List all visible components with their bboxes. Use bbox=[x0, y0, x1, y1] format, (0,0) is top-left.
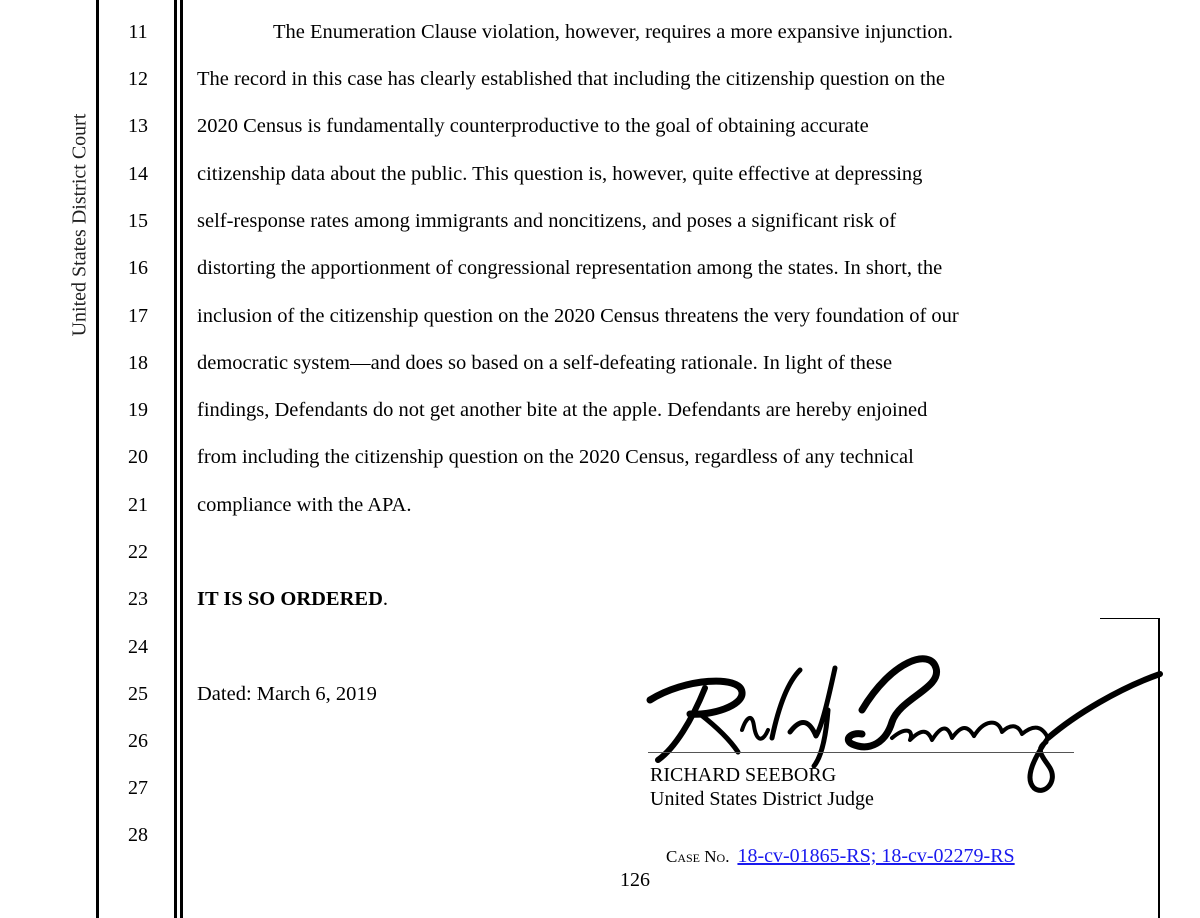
signature-frame-top bbox=[1100, 618, 1160, 619]
line-numbers bbox=[110, 0, 166, 918]
line-number: 26 bbox=[128, 730, 148, 752]
pleading-rule-inner bbox=[180, 0, 183, 918]
line-number: 14 bbox=[128, 163, 148, 185]
line-number: 16 bbox=[128, 257, 148, 279]
body-text-line: citizenship data about the public. This question is, however, quite effective at depressing bbox=[197, 163, 923, 185]
line-number: 21 bbox=[128, 494, 148, 516]
line-number: 28 bbox=[128, 824, 148, 846]
case-number-footer bbox=[666, 844, 1015, 869]
pleading-rule-outer bbox=[174, 0, 177, 918]
body-text-line: The record in this case has clearly established that including the citizenship question on the bbox=[197, 68, 946, 90]
dated-line: Dated: March 6, 2019 bbox=[197, 683, 377, 705]
body-text-line: compliance with the APA. bbox=[197, 494, 412, 516]
case-number-label: Case No. bbox=[666, 847, 730, 866]
ordered-heading: IT IS SO ORDERED bbox=[197, 588, 383, 610]
body-text-line: from including the citizenship question on the 2020 Census, regardless of any technical bbox=[197, 446, 914, 468]
line-number: 15 bbox=[128, 210, 148, 232]
line-number: 12 bbox=[128, 68, 148, 90]
line-number: 11 bbox=[128, 21, 148, 43]
body-text-line: 2020 Census is fundamentally counterproductive to the goal of obtaining accurate bbox=[197, 115, 869, 137]
line-number: 19 bbox=[128, 399, 148, 421]
line-number: 20 bbox=[128, 446, 148, 468]
line-number: 23 bbox=[128, 588, 148, 610]
page-number: 126 bbox=[620, 869, 650, 891]
line-number: 18 bbox=[128, 352, 148, 374]
body-text-line: distorting the apportionment of congressional representation among the states. In short, the bbox=[197, 257, 943, 279]
line-number: 17 bbox=[128, 305, 148, 327]
body-text-line: self-response rates among immigrants and noncitizens, and poses a significant risk of bbox=[197, 210, 897, 232]
court-margin-label: United States District Court bbox=[68, 113, 91, 337]
line-number: 25 bbox=[128, 683, 148, 705]
signature-line bbox=[648, 752, 1074, 753]
judge-name: RICHARD SEEBORG bbox=[650, 764, 837, 786]
line-number: 27 bbox=[128, 777, 148, 799]
case-number-link[interactable]: 18-cv-01865-RS; 18-cv-02279-RS bbox=[737, 845, 1015, 867]
line-number: 22 bbox=[128, 541, 148, 563]
body-text-line: findings, Defendants do not get another bite at the apple. Defendants are hereby enjoined bbox=[197, 399, 928, 421]
body-text-line: democratic system—and does so based on a self-defeating rationale. In light of these bbox=[197, 352, 893, 374]
line-number: 24 bbox=[128, 636, 148, 658]
left-margin-rule bbox=[96, 0, 99, 918]
ordered-period: . bbox=[382, 588, 389, 610]
line-number: 13 bbox=[128, 115, 148, 137]
ordered-line bbox=[197, 587, 388, 611]
body-text-line: inclusion of the citizenship question on the 2020 Census threatens the very foundation of our bbox=[197, 305, 959, 327]
body-text-line: The Enumeration Clause violation, however, requires a more expansive injunction. bbox=[273, 21, 954, 43]
judge-title: United States District Judge bbox=[650, 788, 874, 810]
